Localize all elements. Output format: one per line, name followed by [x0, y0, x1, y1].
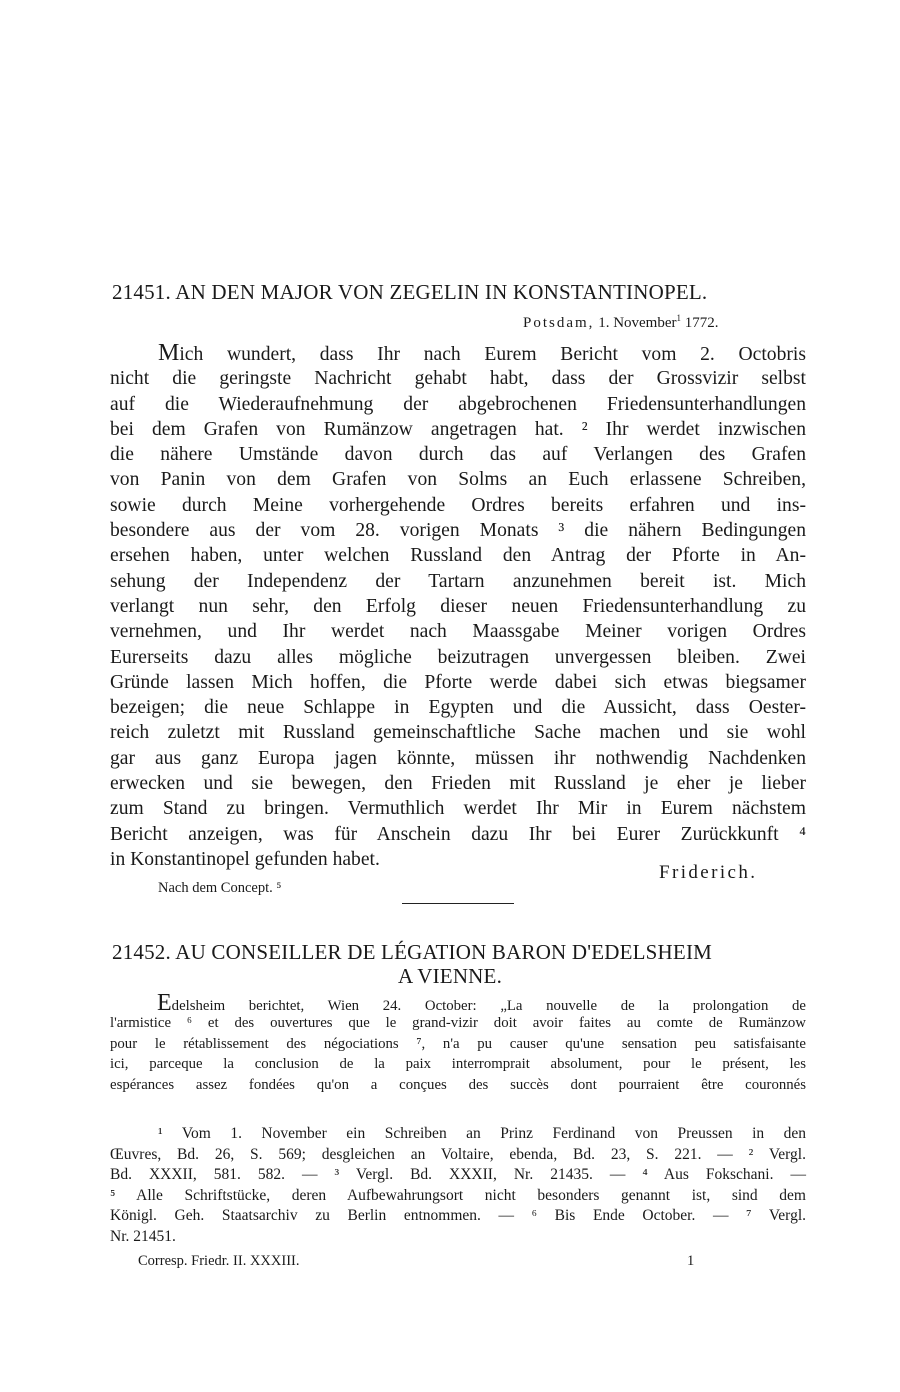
body-line: reich zuletzt mit Russland gemeinschaftliche Sache machen und sie wohl — [110, 722, 806, 744]
body-line: auf die Wiederaufnehmung der abgebrochenen Friedensunterhandlungen — [110, 393, 806, 415]
body-line: nicht die geringste Nachricht gehabt habt, dass der Grossvizir selbst — [110, 368, 806, 390]
body-line: verlangt nun sehr, den Erfolg dieser neuen Friedensunterhandlung zu — [110, 595, 806, 617]
body-line: in Konstantinopel gefunden habet. — [110, 848, 380, 870]
date-footnote-mark: 1 — [676, 313, 681, 323]
footnote-line: ¹ Vom 1. November ein Schreiben an Prinz Ferdinand von Preussen in den — [158, 1125, 806, 1142]
footnote-line: Bd. XXXII, 581. 582. — ³ Vergl. Bd. XXXII, Nr. 21435. — ⁴ Aus Fokschani. — — [110, 1166, 806, 1184]
body-line: sehung der Independenz der Tartarn anzunehmen bereit ist. Mich — [110, 570, 806, 592]
body-line: sowie durch Meine vorhergehende Ordres bereits erfahren und ins- — [110, 494, 806, 516]
body-line: besondere aus der vom 28. vorigen Monats ³ die nähern Bedingungen — [110, 520, 806, 542]
separator-rule — [402, 903, 514, 904]
footnote-line: ⁵ Alle Schriftstücke, deren Aufbewahrungsort nicht besonders genannt ist, sind dem — [110, 1186, 806, 1204]
year: 1772. — [684, 315, 719, 331]
letter-title: AN DEN MAJOR VON ZEGELIN IN KONSTANTINOPEL. — [175, 280, 708, 304]
body-line: die nähere Umstände davon durch das auf Verlangen des Grafen — [110, 444, 806, 466]
body-line: bei dem Grafen von Rumänzow angetragen hat. ² Ihr werdet inzwischen — [110, 418, 806, 440]
drop-cap: M — [158, 340, 180, 366]
body-line-0: Mich wundert, dass Ihr nach Eurem Bericht vom 2. Octobris — [158, 340, 806, 366]
body-line: bezeigen; die neue Schlappe in Egypten und die Aussicht, dass Oester- — [110, 697, 806, 719]
body-line: l'armistice ⁶ et des ouvertures que le grand-vizir doit avoir faites au comte de Rumänzow — [110, 1015, 806, 1032]
letter-body-2 — [110, 990, 806, 1095]
body-line: ici, parceque la conclusion de la paix interromprait absolument, pour le présent, les — [110, 1056, 806, 1073]
drop-cap-2: E — [157, 990, 172, 1016]
signature: Friderich. — [659, 862, 758, 883]
footnote-line: Œuvres, Bd. 26, S. 569; desgleichen an Voltaire, ebenda, Bd. 23, S. 221. — ² Vergl. — [110, 1145, 806, 1163]
body-line: vernehmen, und Ihr werdet nach Maassgabe Meiner vorigen Ordres — [110, 621, 806, 643]
body-line-0: Edelsheim berichtet, Wien 24. October: „La nouvelle de la prolongation de — [157, 990, 806, 1016]
place: Potsdam, — [523, 315, 595, 331]
date: 1. November — [598, 315, 677, 331]
body-line: Eurerseits dazu alles mögliche beizutragen unvergessen bleiben. Zwei — [110, 646, 806, 668]
letter-title-2-line2: A VIENNE. — [397, 964, 503, 988]
body-line: Bericht anzeigen, was für Anschein dazu Ihr bei Eurer Zurückkunft ⁴ — [110, 823, 806, 845]
letter-heading — [112, 280, 707, 305]
body-line: espérances assez fondées qu'on a conçues des succès dont pourraient être couronnés — [110, 1076, 806, 1093]
body-line: von Panin von dem Grafen von Solms an Euch erlassene Schreiben, — [110, 469, 806, 491]
source-note: Nach dem Concept. ⁵ — [158, 880, 282, 896]
letter-number-2: 21452. — [112, 940, 171, 964]
body-line: ersehen haben, unter welchen Russland den Antrag der Pforte in An- — [110, 545, 806, 567]
body-line: erwecken und sie bewegen, den Frieden mit Russland je eher je lieber — [110, 773, 806, 795]
footnote-line: Nr. 21451. — [110, 1227, 176, 1245]
dateline — [523, 313, 719, 332]
page-number: 1 — [687, 1253, 695, 1269]
letter-heading-2 — [112, 940, 712, 965]
letter-number: 21451. — [112, 280, 171, 304]
body-line: Gründe lassen Mich hoffen, die Pforte werde dabei sich etwas biegsamer — [110, 671, 806, 693]
letter-body — [110, 341, 806, 872]
footnote-line: Königl. Geh. Staatsarchiv zu Berlin entnommen. — ⁶ Bis Ende October. — ⁷ Vergl. — [110, 1207, 806, 1225]
body-line: zum Stand zu bringen. Vermuthlich werdet Ihr Mir in Eurem nächstem — [110, 798, 806, 820]
letter-title-2: AU CONSEILLER DE LÉGATION BARON D'EDELSHEIM — [175, 940, 713, 964]
body-line: pour le rétablissement des négociations ⁷, n'a pu causer qu'une sensation peu satisfaisante — [110, 1035, 806, 1052]
body-line: gar aus ganz Europa jagen könnte, müssen ihr nothwendig Nachdenken — [110, 747, 806, 769]
footer-citation: Corresp. Friedr. II. XXXIII. — [138, 1253, 300, 1269]
footnotes — [110, 1124, 806, 1248]
